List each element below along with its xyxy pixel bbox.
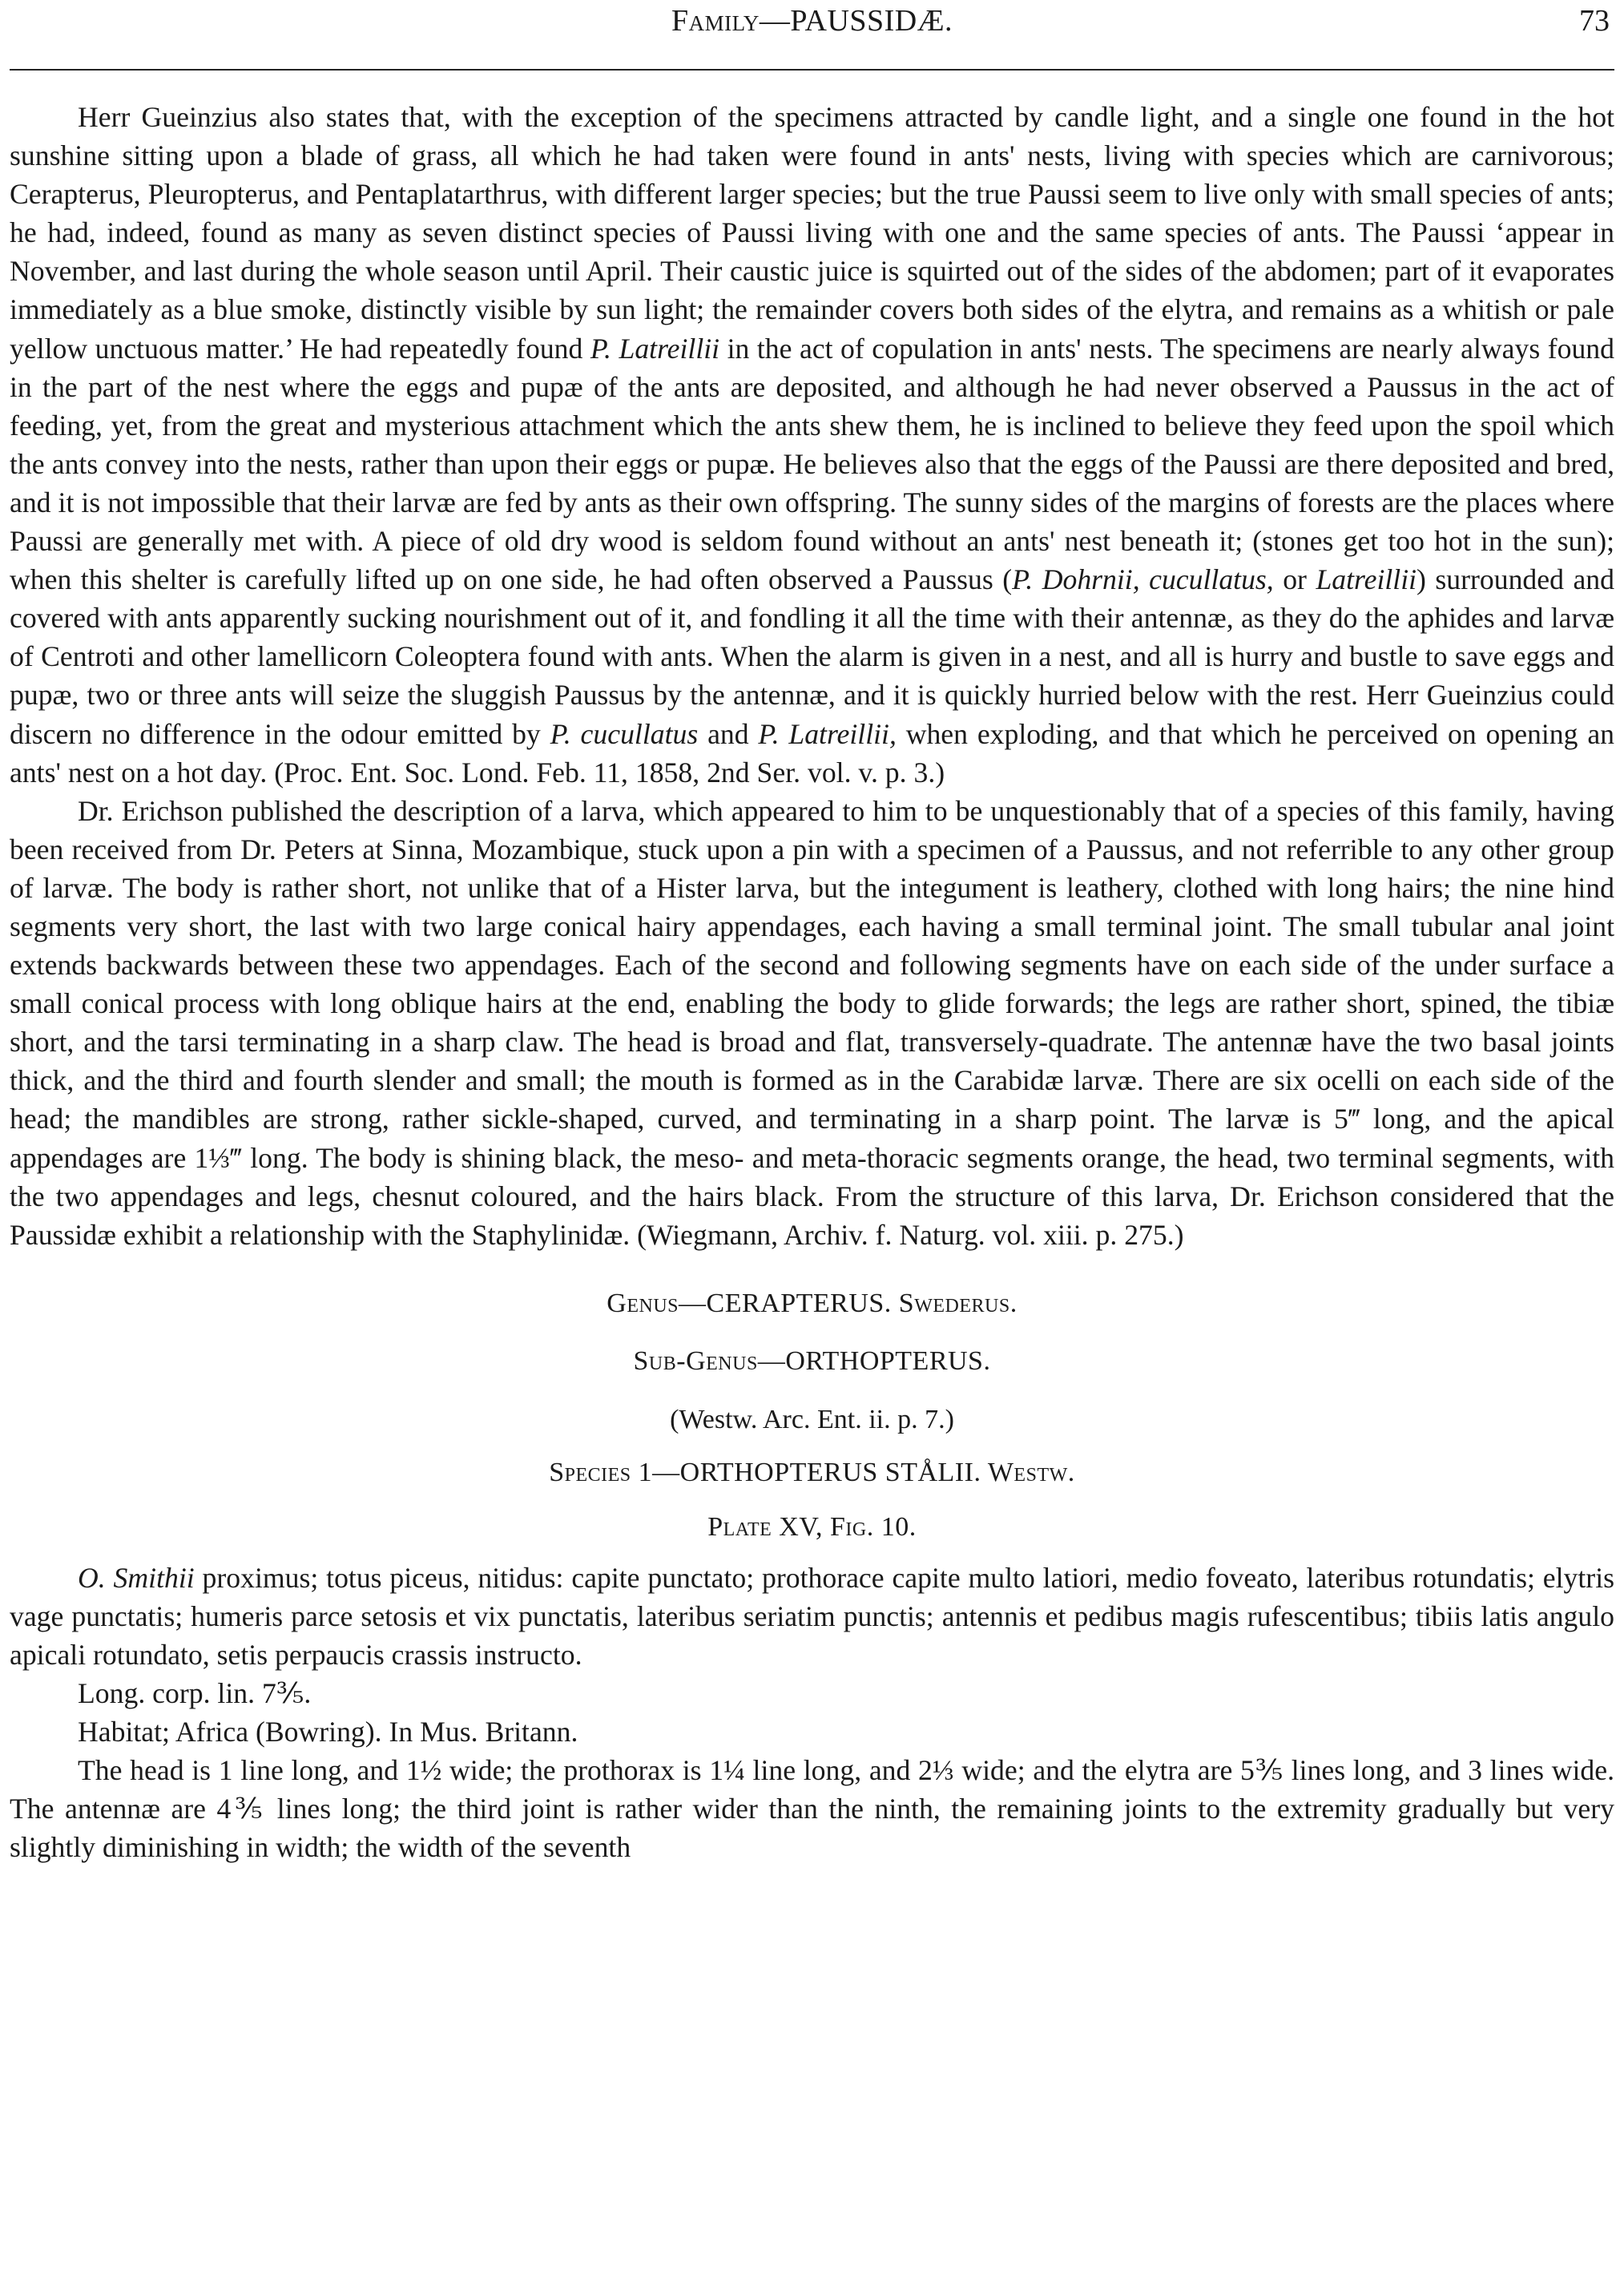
paragraph-erichson: Dr. Erichson published the description of a larva, which appeared to him to be unquestionably that of a species of this family, having been received from Dr. Peters at Sinna, Mozambique, stuck upon a pin with a specimen of a Paussus, and not referrible to any other group of larvæ. The body is rather short, not unlike that of a Hister larva, but the integument is leathery, clothed with long hairs; the nine hind segments very short, the last with two large conical hairy appendages, each having a small terminal joint. The small tubular anal joint extends backwards between these two appendages. Each of the second and following segments have on each side of the under surface a small conical process with long oblique hairs at the end, enabling the body to glide forwards; the legs are rather short, spined, the tibiæ short, and the tarsi terminating in a sharp claw. The head is broad and flat, transversely-quadrate. The antennæ have the two basal joints thick, and the third and fourth slender and small; the mouth is formed as in the Carabidæ larvæ. There are six ocelli on each side of the head; the mandibles are strong, rather sickle-shaped, curved, and terminating in a sharp point. The larvæ is 5‴ long, and the apical appendages are 1⅓‴ long. The body is shining black, the meso- and meta-thoracic segments orange, the head, two terminal segments, with the two appendages and legs, chesnut coloured, and the hairs black. From the structure of this larva, Dr. Erichson considered that the Paussidæ exhibit a relationship with the Staphylinidæ. (Wiegmann, Archiv. f. Naturg. vol. xiii. p. 275.) xyxy=(10,794,1614,1251)
paragraph-gueinzius xyxy=(10,98,1614,792)
header-rule xyxy=(10,69,1614,71)
habitat: Habitat; Africa (Bowring). In Mus. Britann. xyxy=(78,1716,578,1749)
latin-description xyxy=(10,1559,1614,1674)
italic-species-name: Latreillii xyxy=(1316,563,1417,596)
italic-species-name: P. Latreillii xyxy=(590,332,720,365)
text-run: and xyxy=(698,717,759,750)
text-run: when exploding, and that which he perceived on opening an ants' nest on a hot day. (Proc. Ent. Soc. Lond. Feb. 11, 1858, 2nd Ser. vol. v. p. 3.) xyxy=(10,717,1614,789)
plate-reference: Plate XV, Fig. 10. xyxy=(707,1511,917,1542)
italic-species-name: P. Latreillii, xyxy=(758,717,897,750)
italic-species-name: P. Dohrnii, cucullatus, xyxy=(1012,563,1274,596)
body-text xyxy=(10,98,1614,1867)
subgenus-heading: Sub-Genus—ORTHOPTERUS. xyxy=(633,1345,991,1376)
running-head: Family—PAUSSIDÆ. xyxy=(671,4,953,38)
page-number: 73 xyxy=(1579,4,1610,38)
species-heading: Species 1—ORTHOPTERUS STÅLII. Westw. xyxy=(549,1457,1075,1487)
measurements-paragraph: The head is 1 line long, and 1½ wide; the prothorax is 1¼ line long, and 2⅓ wide; and the elytra are 5⅗ lines long, and 3 lines wide. The antennæ are 4⅗ lines long; the third joint is rather wider than the ninth, the remaining joints to the extremity gradually but very slightly diminishing in width; the width of the seventh xyxy=(10,1754,1614,1864)
text-run: in the act of copulation in ants' nests. The specimens are nearly always found in the part of the nest where the eggs and pupæ of the ants are deposited, and although he had never observed a Paussus in the act of feeding, yet, from the great and mysterious attachment which the ants shew them, he is inclined to believe they feed upon the spoil which the ants convey into the nests, rather than upon their eggs or pupæ. He believes also that the eggs of the Paussi are there deposited and bred, and it is not impossible that their larvæ are fed by ants as their own offspring. The sunny sides of the margins of forests are the places where Paussi are generally met with. A piece of old dry wood is seldom found without an ants' nest beneath it; (stones get too hot in the sun); when this shelter is carefully lifted up on one side, he had often observed a Paussus ( xyxy=(10,332,1614,596)
italic-species-name: P. cucullatus xyxy=(550,717,699,750)
text-run: Herr Gueinzius also states that, with the exception of the specimens attracted by candle light, and a single one found in the hot sunshine sitting upon a blade of grass, all which he had taken were found in ants' nests, living with species which are carnivorous; Cerapterus, Pleuropterus, and Pentaplatarthrus, with different larger species; but the true Paussi seem to live only with small species of ants; he had, indeed, found as many as seven distinct species of Paussi living with one and the same species of ants. The Paussi ‘appear in November, and last during the whole season until April. Their caustic juice is squirted out of the sides of the abdomen; part of it evaporates immediately as a blue smoke, distinctly visible by sun light; the remainder covers both sides of the elytra, and remains as a whitish or pale yellow unctuous matter.’ He had repeatedly found xyxy=(10,101,1614,365)
text-run: ) surrounded and covered with ants apparently sucking nourishment out of it, and fondling it all the time with their antennæ, as they do the aphides and larvæ of Centroti and other lamellicorn Coleoptera found with ants. When the alarm is given in a nest, and all is hurry and bustle to save eggs and pupæ, two or three ants will seize the sluggish Paussus by the antennæ, and it is quickly hurried below with the rest. Herr Gueinzius could discern no difference in the odour emitted by xyxy=(10,563,1614,750)
text-run: or xyxy=(1273,563,1316,596)
page-header xyxy=(10,3,1614,51)
genus-heading: Genus—CERAPTERUS. Swederus. xyxy=(606,1288,1018,1318)
body-length: Long. corp. lin. 7⅗. xyxy=(78,1677,312,1710)
reference-citation: (Westw. Arc. Ent. ii. p. 7.) xyxy=(670,1404,954,1434)
text-run: proximus; totus piceus, nitidus: capite punctato; prothorace capite multo latiori, medio foveato, lateribus rotundatis; elytris vage punctatis; humeris parce setosis et vix punctatis, lateribus seriatim punctis; antennis et pedibus magis rufescentibus; tibiis latis angulo apicali rotundato, setis perpaucis crassis instructo. xyxy=(10,1561,1614,1671)
italic-species-name: O. Smithii xyxy=(78,1561,195,1594)
